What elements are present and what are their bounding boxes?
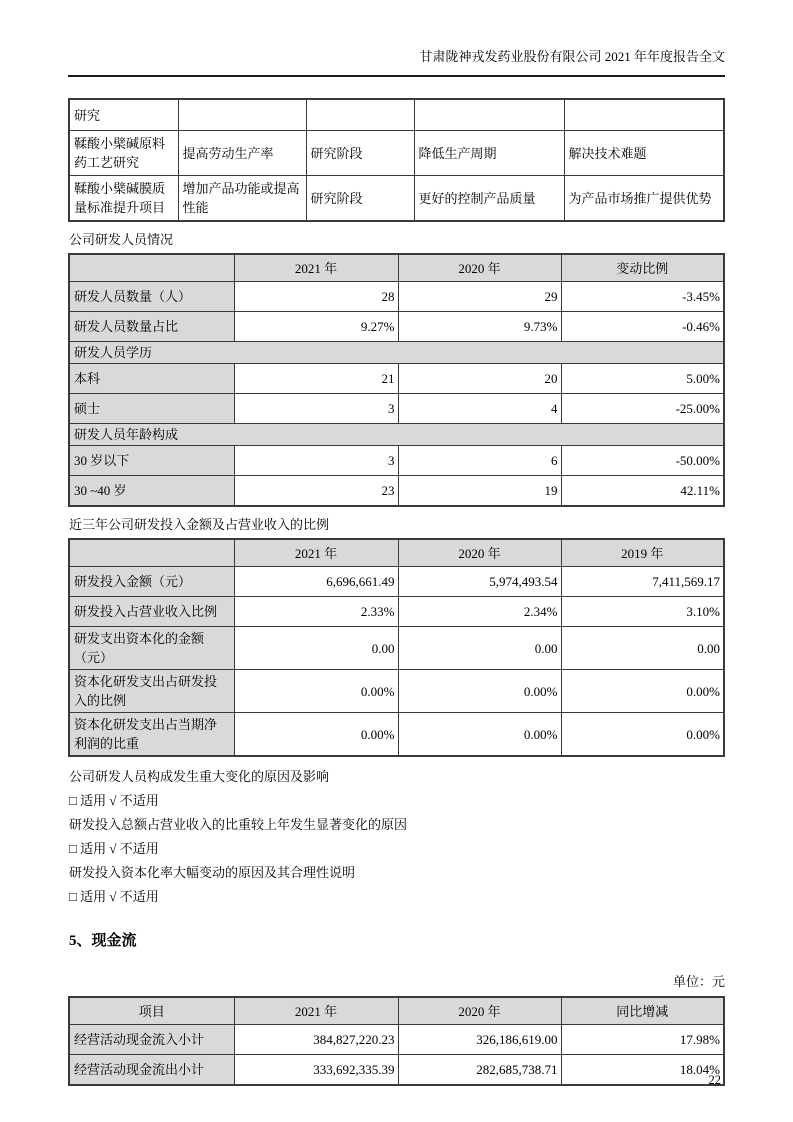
value-cell: 0.00%: [234, 670, 398, 713]
value-cell: 0.00: [398, 627, 561, 670]
header-row: [69, 254, 724, 282]
rd-investment-table: [68, 538, 725, 757]
value-cell: 0.00%: [561, 670, 724, 713]
table-row: [69, 131, 724, 176]
table-row: [69, 567, 724, 597]
cell: 鞣酸小檗碱膜质量标准提升项目: [69, 176, 178, 222]
column-header: 2019 年: [561, 539, 724, 567]
value-cell: 23: [234, 476, 398, 507]
value-cell: -25.00%: [561, 394, 724, 424]
value-cell: 3: [234, 394, 398, 424]
label-cell: 本科: [69, 364, 234, 394]
column-header: 同比增减: [561, 997, 724, 1025]
value-cell: 326,186,619.00: [398, 1025, 561, 1055]
cell: 为产品市场推广提供优势: [564, 176, 724, 222]
value-cell: 333,692,335.39: [234, 1055, 398, 1086]
header-row: [69, 997, 724, 1025]
page-header: [68, 50, 725, 77]
value-cell: 18.04%: [561, 1055, 724, 1086]
section-cell: 研发人员年龄构成: [69, 424, 724, 446]
value-cell: -50.00%: [561, 446, 724, 476]
section-cell: 研发人员学历: [69, 342, 724, 364]
label-cell: 30 岁以下: [69, 446, 234, 476]
note-applicability: □ 适用 √ 不适用: [69, 793, 159, 808]
cell: 解决技术难题: [564, 131, 724, 176]
label-cell: 资本化研发支出占研发投入的比例: [69, 670, 234, 713]
section-row: [69, 424, 724, 446]
cell: 增加产品功能或提高性能: [178, 176, 306, 222]
note-question: 公司研发人员构成发生重大变化的原因及影响: [69, 769, 330, 784]
table-row: [69, 364, 724, 394]
label-cell: 30 ~40 岁: [69, 476, 234, 507]
notes-block: [68, 770, 725, 904]
value-cell: 0.00: [561, 627, 724, 670]
table-row: [69, 1055, 724, 1086]
note-applicability: □ 适用 √ 不适用: [69, 841, 159, 856]
cell: [414, 99, 564, 131]
value-cell: 6,696,661.49: [234, 567, 398, 597]
personnel-section-title: 公司研发人员情况: [69, 232, 174, 247]
cell: 研究: [69, 99, 178, 131]
column-header: 2021 年: [234, 539, 398, 567]
value-cell: 28: [234, 282, 398, 312]
value-cell: 0.00%: [398, 670, 561, 713]
column-header: [69, 539, 234, 567]
value-cell: 0.00: [234, 627, 398, 670]
report-title: 甘肃陇神戎发药业股份有限公司 2021 年年度报告全文: [419, 49, 725, 64]
cashflow-heading: 5、现金流: [69, 933, 137, 949]
table-row: [69, 99, 724, 131]
column-header: 2021 年: [234, 997, 398, 1025]
cell: 研究阶段: [306, 176, 414, 222]
cell: [178, 99, 306, 131]
label-cell: 研发投入占营业收入比例: [69, 597, 234, 627]
value-cell: 9.27%: [234, 312, 398, 342]
value-cell: -3.45%: [561, 282, 724, 312]
cashflow-table: [68, 996, 725, 1086]
cell: 鞣酸小檗碱原料药工艺研究: [69, 131, 178, 176]
header-row: [69, 539, 724, 567]
value-cell: 5.00%: [561, 364, 724, 394]
cell: 降低生产周期: [414, 131, 564, 176]
column-header: 2020 年: [398, 254, 561, 282]
label-cell: 研发人员数量（人）: [69, 282, 234, 312]
value-cell: 42.11%: [561, 476, 724, 507]
label-cell: 资本化研发支出占当期净利润的比重: [69, 713, 234, 757]
value-cell: 5,974,493.54: [398, 567, 561, 597]
table-row: [69, 476, 724, 507]
table-row: [69, 670, 724, 713]
table-row: [69, 394, 724, 424]
label-cell: 研发支出资本化的金额（元）: [69, 627, 234, 670]
value-cell: 29: [398, 282, 561, 312]
value-cell: -0.46%: [561, 312, 724, 342]
cell: 更好的控制产品质量: [414, 176, 564, 222]
value-cell: 0.00%: [234, 713, 398, 757]
value-cell: 282,685,738.71: [398, 1055, 561, 1086]
note-question: 研发投入总额占营业收入的比重较上年发生显著变化的原因: [69, 817, 408, 832]
value-cell: 2.34%: [398, 597, 561, 627]
value-cell: 384,827,220.23: [234, 1025, 398, 1055]
value-cell: 20: [398, 364, 561, 394]
value-cell: 6: [398, 446, 561, 476]
label-cell: 研发投入金额（元）: [69, 567, 234, 597]
value-cell: 4: [398, 394, 561, 424]
cell: [564, 99, 724, 131]
label-cell: 经营活动现金流入小计: [69, 1025, 234, 1055]
table-row: [69, 176, 724, 222]
value-cell: 9.73%: [398, 312, 561, 342]
table-row: [69, 1025, 724, 1055]
value-cell: 19: [398, 476, 561, 507]
table-row: [69, 627, 724, 670]
table-row: [69, 597, 724, 627]
investment-section-title: 近三年公司研发投入金额及占营业收入的比例: [69, 517, 330, 532]
column-header: 2021 年: [234, 254, 398, 282]
cell: [306, 99, 414, 131]
value-cell: 17.98%: [561, 1025, 724, 1055]
section-row: [69, 342, 724, 364]
table-row: [69, 713, 724, 757]
column-header: 项目: [69, 997, 234, 1025]
table-row: [69, 312, 724, 342]
label-cell: 经营活动现金流出小计: [69, 1055, 234, 1086]
value-cell: 21: [234, 364, 398, 394]
rd-personnel-table: [68, 253, 725, 507]
page-content: [0, 50, 793, 1086]
table-row: [69, 282, 724, 312]
column-header: 2020 年: [398, 539, 561, 567]
unit-label: 单位：元: [672, 974, 725, 989]
column-header: 2020 年: [398, 997, 561, 1025]
label-cell: 研发人员数量占比: [69, 312, 234, 342]
cell: 研究阶段: [306, 131, 414, 176]
column-header: [69, 254, 234, 282]
value-cell: 3: [234, 446, 398, 476]
table-row: [69, 446, 724, 476]
value-cell: 7,411,569.17: [561, 567, 724, 597]
rd-projects-table: [68, 98, 725, 222]
value-cell: 0.00%: [561, 713, 724, 757]
label-cell: 硕士: [69, 394, 234, 424]
cell: 提高劳动生产率: [178, 131, 306, 176]
note-applicability: □ 适用 √ 不适用: [69, 889, 159, 904]
page-number: 22: [708, 1073, 721, 1087]
value-cell: 3.10%: [561, 597, 724, 627]
value-cell: 0.00%: [398, 713, 561, 757]
column-header: 变动比例: [561, 254, 724, 282]
note-question: 研发投入资本化率大幅变动的原因及其合理性说明: [69, 865, 356, 880]
value-cell: 2.33%: [234, 597, 398, 627]
